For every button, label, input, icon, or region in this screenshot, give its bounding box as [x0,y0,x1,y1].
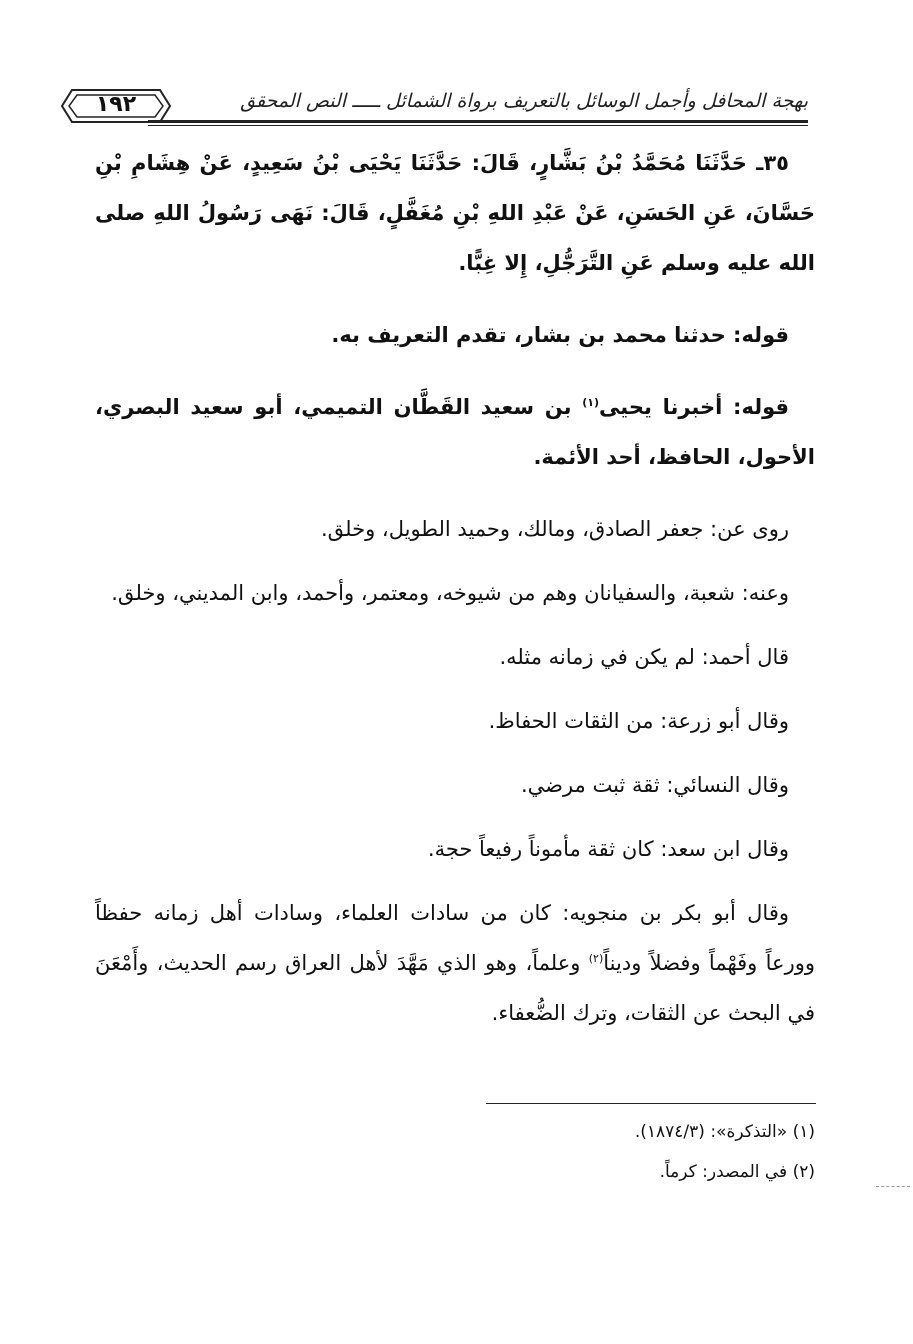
scan-edge-mark [876,1186,910,1188]
quote-nasai: وقال النسائي: ثقة ثبت مرضي. [520,773,789,797]
commentary-text: بن سعيد القَطَّان التميمي، أبو سعيد البصري، الأحول، الحافظ، أحد الأئمة. [95,395,815,469]
footnote-ref: (١) [582,396,600,409]
quote-text: وقال أبو بكر بن منجويه: كان من سادات العلماء، وسادات أهل زمانه حفظاً وورعاً وفَهْماً وفضلاً وديناً [95,901,815,975]
footnote: (٢) في المصدر: كرماً. [659,1162,815,1182]
quote-ahmad: قال أحمد: لم يكن في زمانه مثله. [499,645,789,669]
header-rule [148,120,808,123]
quote-ibn-manjawayh [95,888,815,1038]
running-title: بهجة المحافل وأجمل الوسائل بالتعريف برواة الشمائل ـــــ النص المحقق [240,90,808,112]
quote-ibn-sad: وقال ابن سعد: كان ثقة مأموناً رفيعاً حجة. [427,837,789,861]
main-text [95,138,815,1038]
quote-text: وعلماً، وهو الذي مَهَّدَ لأهل العراق رسم الحديث، وأَمْعَنَ في البحث عن الثقات، وترك الضُّعفاء. [95,951,815,1025]
header-rule-thin [148,125,808,126]
footnote-separator [486,1103,816,1104]
page-number: ١٩٢ [95,92,137,117]
commentary-text: قوله: أخبرنا يحيى [599,395,789,419]
footnote-ref: (٢) [588,952,604,965]
commentary-line [95,382,815,482]
narrators-from-him: وعنه: شعبة، والسفيانان وهم من شيوخه، ومعتمر، وأحمد، وابن المديني، وخلق. [111,581,789,605]
narrated-from: روى عن: جعفر الصادق، ومالك، وحميد الطويل، وخلق. [320,517,789,541]
footnotes [420,1112,815,1192]
commentary-line: قوله: حدثنا محمد بن بشار، تقدم التعريف به. [331,323,789,347]
hadith-text: ٣٥ـ حَدَّثَنَا مُحَمَّدُ بْنُ بَشَّارٍ، قَالَ: حَدَّثَنَا يَحْيَى بْنُ سَعِيدٍ، عَنْ هِشَامِ بْنِ حَسَّانَ، عَنِ الحَسَنِ، عَنْ عَبْدِ اللهِ بْنِ مُغَفَّلٍ، قَالَ: نَهَى رَسُولُ اللهِ صلى الله عليه وسلم عَنِ التَّرَجُّلِ، إِلا غِبًّا. [95,151,815,275]
footnote: (١) «التذكرة»: (١٨٧٤/٣). [634,1122,815,1142]
quote-abu-zura: وقال أبو زرعة: من الثقات الحفاظ. [488,709,789,733]
